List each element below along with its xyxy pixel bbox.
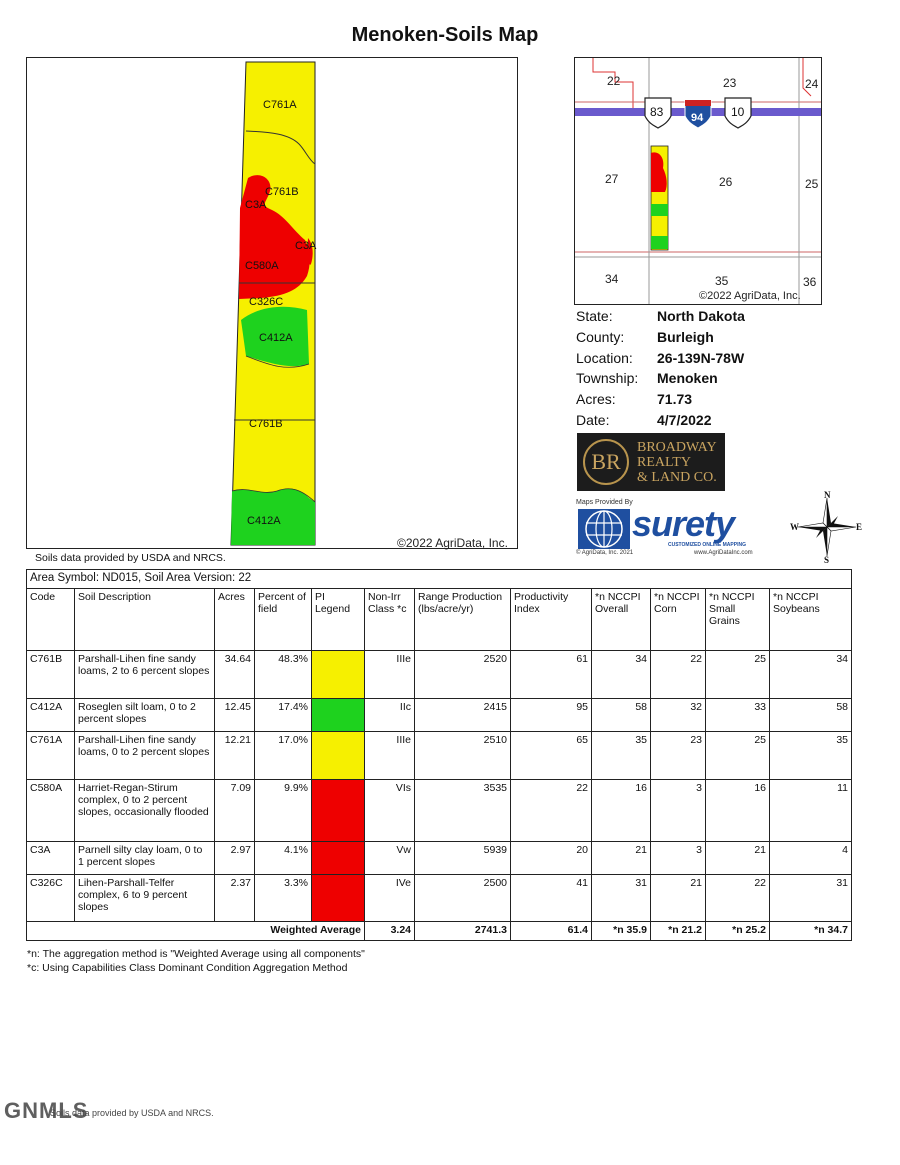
col-header: Code	[27, 589, 75, 651]
weighted-average-row	[27, 922, 852, 941]
cell-nccpi-soy: 58	[770, 699, 852, 732]
soil-map[interactable]	[26, 57, 518, 549]
section-number: 23	[723, 76, 737, 90]
cell-code: C761A	[27, 732, 75, 780]
info-row-acres	[576, 389, 745, 410]
maps-provided-by: Maps Provided By	[576, 499, 633, 506]
weighted-pi: 61.4	[511, 922, 592, 941]
cell-productivity: 95	[511, 699, 592, 732]
bottom-soils-note: Soils data provided by USDA and NRCS.	[50, 1108, 214, 1118]
shield-label: 10	[731, 105, 745, 119]
weighted-overall: *n 35.9	[592, 922, 651, 941]
section-number: 27	[605, 172, 619, 186]
cell-class: IIc	[365, 699, 415, 732]
cell-nccpi-corn: 32	[651, 699, 706, 732]
cell-percent: 3.3%	[255, 875, 312, 922]
field-green-bottom	[651, 236, 668, 249]
cell-range: 5939	[415, 842, 511, 875]
cell-nccpi-overall: 21	[592, 842, 651, 875]
cell-pi-legend	[312, 875, 365, 922]
globe-icon	[578, 509, 630, 549]
cell-acres: 7.09	[215, 780, 255, 842]
info-key: County:	[576, 329, 625, 346]
shield-label: 83	[650, 105, 664, 119]
weighted-label: Weighted Average	[27, 922, 365, 941]
info-key: State:	[576, 308, 613, 325]
cell-percent: 17.0%	[255, 732, 312, 780]
cell-nccpi-overall: 35	[592, 732, 651, 780]
cell-productivity: 41	[511, 875, 592, 922]
cell-nccpi-corn: 3	[651, 780, 706, 842]
cell-nccpi-overall: 58	[592, 699, 651, 732]
col-header: *n NCCPI Corn	[651, 589, 706, 651]
cell-code: C326C	[27, 875, 75, 922]
footnote: *n: The aggregation method is "Weighted Average using all components"	[27, 948, 365, 960]
cell-code: C761B	[27, 651, 75, 699]
soil-rows	[27, 651, 852, 922]
section-number: 35	[715, 274, 729, 288]
info-row-county	[576, 327, 745, 348]
cell-range: 2510	[415, 732, 511, 780]
soil-map-graphic	[27, 58, 517, 548]
cell-nccpi-small: 21	[706, 842, 770, 875]
cell-description: Harriet-Regan-Stirum complex, 0 to 2 percent slopes, occasionally flooded	[75, 780, 215, 842]
soil-label: C412A	[247, 515, 281, 527]
cell-description: Roseglen silt loam, 0 to 2 percent slopes	[75, 699, 215, 732]
cell-nccpi-small: 33	[706, 699, 770, 732]
cell-class: IIIe	[365, 732, 415, 780]
cell-pi-legend	[312, 780, 365, 842]
soils-note: Soils data provided by USDA and NRCS.	[35, 552, 226, 564]
cell-code: C3A	[27, 842, 75, 875]
map-copyright: ©2022 AgriData, Inc.	[397, 536, 508, 550]
info-key: Township:	[576, 370, 639, 387]
property-info	[576, 306, 745, 430]
cell-description: Lihen-Parshall-Telfer complex, 6 to 9 percent slopes	[75, 875, 215, 922]
cell-range: 2415	[415, 699, 511, 732]
col-header: Range Production (lbs/acre/yr)	[415, 589, 511, 651]
broadway-line: & LAND CO.	[637, 470, 717, 485]
soil-label: C761B	[265, 186, 299, 198]
section-number: 24	[805, 77, 819, 91]
cell-class: IIIe	[365, 651, 415, 699]
cell-description: Parshall-Lihen fine sandy loams, 0 to 2 percent slopes	[75, 732, 215, 780]
weighted-soy: *n 34.7	[770, 922, 852, 941]
table-row	[27, 780, 852, 842]
weighted-corn: *n 21.2	[651, 922, 706, 941]
info-row-location	[576, 347, 745, 368]
soil-label: C3A	[245, 199, 267, 211]
table-header-row	[27, 589, 852, 651]
table-row	[27, 842, 852, 875]
soil-label: C412A	[259, 332, 293, 344]
cell-range: 2520	[415, 651, 511, 699]
gnmls-watermark: GNMLS	[4, 1098, 89, 1123]
info-row-township	[576, 368, 745, 389]
info-value: 26-139N-78W	[657, 349, 745, 366]
section-number: 25	[805, 177, 819, 191]
broadway-line: BROADWAY	[637, 440, 717, 455]
cell-range: 3535	[415, 780, 511, 842]
cell-percent: 9.9%	[255, 780, 312, 842]
compass-rose-icon	[790, 490, 864, 564]
cell-productivity: 61	[511, 651, 592, 699]
cell-acres: 2.37	[215, 875, 255, 922]
cell-nccpi-corn: 3	[651, 842, 706, 875]
col-header: Acres	[215, 589, 255, 651]
cell-pi-legend	[312, 842, 365, 875]
weighted-range: 2741.3	[415, 922, 511, 941]
cell-pi-legend	[312, 651, 365, 699]
cell-acres: 12.45	[215, 699, 255, 732]
footnote: *c: Using Capabilities Class Dominant Condition Aggregation Method	[27, 962, 348, 974]
cell-nccpi-soy: 31	[770, 875, 852, 922]
info-value: Burleigh	[657, 329, 714, 346]
field-green	[651, 204, 668, 216]
interstate-shield-94	[685, 100, 711, 128]
cell-nccpi-small: 25	[706, 651, 770, 699]
cell-code: C412A	[27, 699, 75, 732]
cell-range: 2500	[415, 875, 511, 922]
info-key: Location:	[576, 349, 633, 366]
col-header: PI Legend	[312, 589, 365, 651]
broadway-text	[637, 440, 717, 485]
col-header: *n NCCPI Overall	[592, 589, 651, 651]
surety-tagline: CUSTOMIZED ONLINE MAPPING	[668, 542, 746, 548]
cell-percent: 17.4%	[255, 699, 312, 732]
cell-nccpi-small: 16	[706, 780, 770, 842]
us-shield-10	[725, 98, 751, 128]
cell-code: C580A	[27, 780, 75, 842]
cell-class: Vw	[365, 842, 415, 875]
cell-pi-legend	[312, 732, 365, 780]
cell-acres: 12.21	[215, 732, 255, 780]
cell-percent: 48.3%	[255, 651, 312, 699]
cell-nccpi-overall: 31	[592, 875, 651, 922]
soil-label: C3A	[295, 240, 317, 252]
info-value: Menoken	[657, 370, 718, 387]
soil-table	[26, 569, 852, 941]
cell-class: VIs	[365, 780, 415, 842]
cell-percent: 4.1%	[255, 842, 312, 875]
col-header: Non-Irr Class *c	[365, 589, 415, 651]
cell-nccpi-corn: 23	[651, 732, 706, 780]
info-key: Acres:	[576, 391, 616, 408]
weighted-small: *n 25.2	[706, 922, 770, 941]
cell-nccpi-overall: 34	[592, 651, 651, 699]
cell-productivity: 65	[511, 732, 592, 780]
cell-nccpi-corn: 22	[651, 651, 706, 699]
broadway-realty-logo	[577, 433, 725, 491]
cell-productivity: 22	[511, 780, 592, 842]
info-value: 4/7/2022	[657, 411, 712, 428]
br-monogram: BR	[583, 439, 629, 485]
soil-label: C326C	[249, 296, 284, 308]
table-row	[27, 651, 852, 699]
col-header: *n NCCPI Small Grains	[706, 589, 770, 651]
compass-n: N	[824, 490, 831, 500]
cell-nccpi-corn: 21	[651, 875, 706, 922]
compass-s: S	[824, 555, 830, 564]
col-header: *n NCCPI Soybeans	[770, 589, 852, 651]
cell-nccpi-overall: 16	[592, 780, 651, 842]
inset-copyright: ©2022 AgriData, Inc.	[699, 290, 801, 302]
cell-description: Parshall-Lihen fine sandy loams, 2 to 6 percent slopes	[75, 651, 215, 699]
info-row-date	[576, 409, 745, 430]
cell-nccpi-soy: 4	[770, 842, 852, 875]
area-symbol-row	[27, 570, 852, 589]
footnotes	[27, 947, 365, 975]
area-symbol: Area Symbol: ND015, Soil Area Version: 22	[27, 570, 852, 589]
col-header: Productivity Index	[511, 589, 592, 651]
surety-url: www.AgriDataInc.com	[694, 550, 753, 556]
shield-label: 94	[691, 112, 704, 124]
info-row-state	[576, 306, 745, 327]
section-number: 22	[607, 74, 621, 88]
surety-wordmark: surety	[632, 503, 735, 544]
table-row	[27, 875, 852, 922]
page-title: Menoken-Soils Map	[351, 24, 539, 46]
table-row	[27, 699, 852, 732]
inset-map[interactable]	[574, 57, 822, 305]
info-key: Date:	[576, 411, 610, 428]
col-header: Percent of field	[255, 589, 312, 651]
broadway-line: REALTY	[637, 455, 691, 470]
cell-acres: 34.64	[215, 651, 255, 699]
cell-nccpi-soy: 35	[770, 732, 852, 780]
col-header: Soil Description	[75, 589, 215, 651]
soil-label: C761A	[263, 99, 297, 111]
cell-nccpi-soy: 11	[770, 780, 852, 842]
surety-copyright: © AgriData, Inc. 2021	[576, 550, 634, 556]
cell-description: Parnell silty clay loam, 0 to 1 percent slopes	[75, 842, 215, 875]
info-value: 71.73	[657, 391, 693, 408]
compass-e: E	[856, 522, 863, 532]
compass-w: W	[790, 522, 799, 532]
cell-nccpi-small: 25	[706, 732, 770, 780]
weighted-class: 3.24	[365, 922, 415, 941]
table-row	[27, 732, 852, 780]
section-number: 36	[803, 275, 817, 289]
section-number: 34	[605, 272, 619, 286]
cell-nccpi-soy: 34	[770, 651, 852, 699]
info-value: North Dakota	[657, 308, 745, 325]
soil-label: C580A	[245, 260, 279, 272]
cell-nccpi-small: 22	[706, 875, 770, 922]
section-number: 26	[719, 175, 733, 189]
soil-label: C761B	[249, 418, 283, 430]
surety-logo	[576, 499, 776, 559]
cell-productivity: 20	[511, 842, 592, 875]
cell-class: IVe	[365, 875, 415, 922]
cell-acres: 2.97	[215, 842, 255, 875]
cell-pi-legend	[312, 699, 365, 732]
